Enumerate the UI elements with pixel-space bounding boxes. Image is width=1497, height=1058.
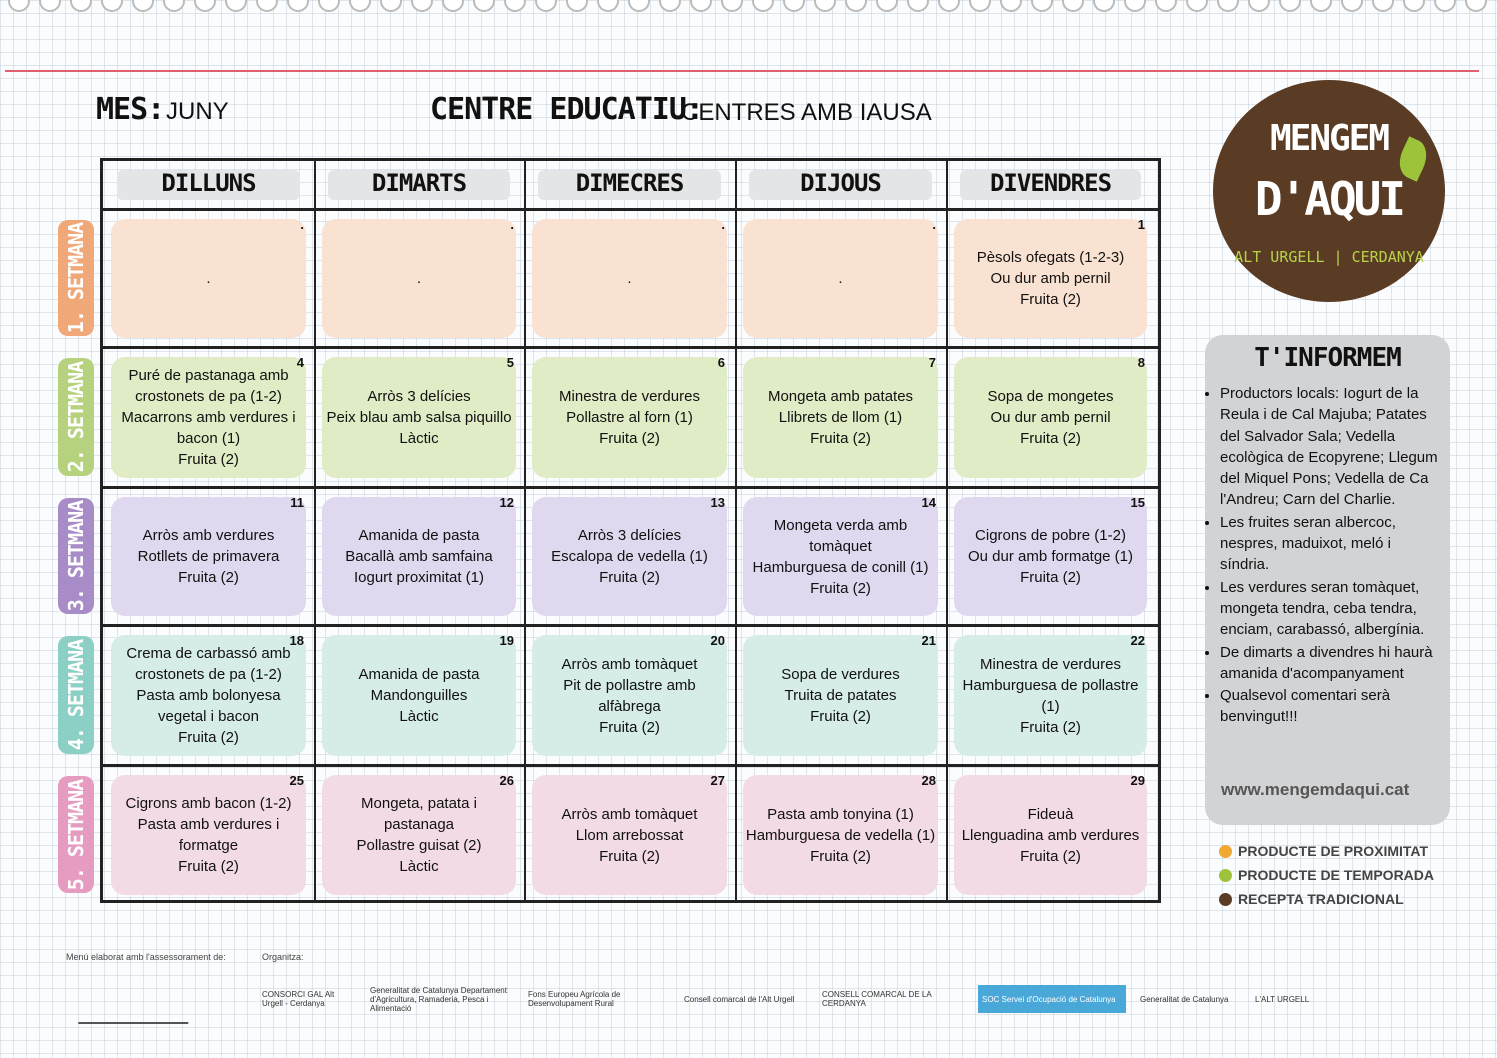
center-label: CENTRE EDUCATIU:: [430, 92, 703, 127]
dish-item: Pèsols ofegats (1-2-3): [976, 249, 1125, 266]
dish-list: [324, 777, 514, 893]
footer-organiza: Organitza:: [262, 952, 304, 962]
dish-item: .: [206, 270, 211, 287]
week-label: [58, 636, 94, 754]
menu-cell: [524, 349, 735, 486]
legend-dot-icon: [1219, 893, 1232, 906]
week-label-text: 1. SETMANA: [64, 222, 89, 334]
dish-list: [113, 359, 304, 476]
day-label: DIJOUS: [800, 169, 881, 197]
dish-item: Pollastre al forn (1): [566, 409, 693, 426]
dish-item: Fideuà: [1027, 805, 1074, 823]
dish-item: Hamburguesa de vedella (1): [745, 826, 936, 844]
day-number: 5: [506, 355, 514, 370]
menu-cell: [946, 767, 1155, 903]
menu-cell: [735, 349, 946, 486]
legend-item: [1219, 891, 1404, 907]
dish-item: Arròs amb tomàquet: [561, 805, 698, 823]
sponsor-logo: CONSELL COMARCAL DE LA CERDANYA: [822, 990, 932, 1008]
month-label: MES:: [96, 92, 165, 127]
dish-item: Pit de pollastre amb alfàbrega: [563, 676, 696, 715]
dish-item: Cigrons amb bacon (1-2): [125, 795, 292, 812]
dish-item: Arròs amb verdures: [142, 527, 275, 544]
dish-item: Arròs amb tomàquet: [561, 655, 698, 673]
dish-item: Arròs 3 delícies: [367, 388, 471, 405]
dish-item: Macarrons amb verdures i bacon (1): [121, 409, 296, 447]
dish-item: Fruita (2): [1020, 718, 1081, 736]
dish-item: Fruita (2): [810, 579, 871, 597]
menu-cell: [103, 349, 314, 486]
dish-item: Fruita (2): [178, 729, 239, 746]
day-number: 12: [499, 495, 514, 510]
day-number: 13: [710, 495, 725, 510]
dish-item: Fruita (2): [178, 569, 239, 586]
month-value: JUNY: [166, 98, 229, 125]
dish-item: Rotllets de primavera: [137, 548, 280, 565]
website-link[interactable]: www.mengemdaqui.cat: [1221, 780, 1410, 799]
info-item: • Qualsevol comentari serà benvingut!!!: [1220, 685, 1444, 728]
dish-item: Sopa de mongetes: [987, 388, 1114, 405]
dish-item: Cigrons de pobre (1-2): [975, 527, 1126, 544]
dish-item: Fruita (2): [1020, 291, 1081, 308]
dish-list: [745, 359, 936, 476]
day-number: 1: [1137, 217, 1145, 232]
dish-item: Fruita (2): [599, 569, 660, 586]
day-label: DIVENDRES: [989, 169, 1112, 197]
week-label: [58, 498, 94, 614]
dish-item: Fruita (2): [599, 718, 660, 736]
menu-cell: [735, 627, 946, 764]
dish-item: Hamburguesa de pollastre (1): [962, 676, 1139, 715]
dish-list: [113, 777, 304, 893]
sponsor-logo: Generalitat de Catalunya Departament d'Agricultura, Ramaderia, Pesca i Alimentació: [370, 985, 507, 1013]
dish-item: Llibrets de llom (1): [778, 409, 903, 426]
dish-item: Peix blau amb salsa piquillo: [326, 409, 512, 426]
menu-cell: [735, 767, 946, 903]
dish-item: Iogurt proximitat (1): [353, 569, 485, 586]
day-number: 20: [710, 633, 725, 648]
dish-item: Puré de pastanaga amb crostonets de pa (1-2): [128, 367, 289, 405]
center-value: CENTRES AMB IAUSA: [681, 99, 932, 126]
dish-item: Mongeta, patata i pastanaga: [361, 795, 477, 833]
info-list: [1205, 383, 1450, 729]
menu-cell: [103, 627, 314, 764]
menu-cell: [314, 767, 524, 903]
day-number: 19: [499, 633, 514, 648]
info-item: • Les fruites seran albercoc, nespres, maduixot, meló i síndria.: [1220, 512, 1444, 576]
info-title: T'INFORMEM: [1254, 343, 1401, 373]
legend-label: PRODUCTE DE PROXIMITAT: [1238, 843, 1429, 859]
legend-item: [1219, 867, 1434, 883]
menu-cell: [524, 767, 735, 903]
dish-item: Fruita (2): [1020, 569, 1081, 586]
menu-grid: [100, 158, 1161, 903]
menu-cell: [735, 489, 946, 624]
day-number: .: [721, 217, 725, 232]
dish-item: Ou dur amb pernil: [990, 270, 1111, 287]
dish-item: Pollastre guisat (2): [356, 837, 482, 854]
day-number: 26: [499, 773, 514, 788]
dish-item: Fruita (2): [810, 847, 871, 865]
sponsor-logo: CONSORCI GAL Alt Urgell - Cerdanya: [262, 990, 335, 1008]
dish-item: Hamburguesa de conill (1): [752, 558, 929, 576]
menu-cell: [946, 211, 1155, 346]
dish-item: Truita de patates: [784, 687, 897, 704]
day-label: DIMARTS: [371, 169, 467, 197]
dish-item: Fruita (2): [1020, 847, 1081, 865]
day-number: 18: [289, 633, 304, 648]
day-number: 25: [289, 773, 304, 788]
week-label: [58, 220, 94, 336]
menu-cell: [946, 627, 1155, 764]
day-number: 4: [296, 355, 304, 370]
dish-list: [113, 499, 304, 614]
week-label: [58, 358, 94, 476]
dish-item: Làctic: [399, 708, 439, 725]
dish-item: .: [416, 270, 422, 287]
menu-cell: [946, 349, 1155, 486]
day-number: .: [300, 217, 304, 232]
sponsor-logo: Generalitat de Catalunya: [1140, 994, 1229, 1004]
sponsor-logo: L'ALT URGELL: [1255, 994, 1310, 1004]
dish-list: [534, 359, 725, 476]
day-number: .: [932, 217, 936, 232]
day-header-dilluns: [103, 158, 314, 208]
menu-cell: [524, 211, 735, 346]
week-label-text: 3. SETMANA: [64, 500, 89, 612]
dish-item: Fruita (2): [599, 430, 660, 447]
day-number: 11: [290, 495, 304, 510]
info-item: • Productors locals: Iogurt de la Reula i de Cal Majuba; Patates del Salvador Sala; Vedella ecològica de Ecopyrene; Llegum del Miquel Pons; Vedella de Ca l'Andreu; Carn del Charlie.: [1220, 383, 1444, 511]
menu-cell: [314, 627, 524, 764]
dish-list: [956, 777, 1145, 893]
dish-item: Ou dur amb formatge (1): [967, 548, 1134, 565]
day-header-dimecres: [524, 158, 735, 208]
dish-list: [956, 637, 1145, 754]
day-number: .: [510, 217, 514, 232]
sponsor-logo: Consell comarcal de l'Alt Urgell: [684, 994, 795, 1004]
dish-item: Fruita (2): [1020, 430, 1081, 447]
day-header-dijous: [735, 158, 946, 208]
day-number: 27: [710, 773, 725, 788]
dish-list: [745, 777, 936, 893]
signature-logo: [78, 972, 202, 1024]
day-header-divendres: [946, 158, 1155, 208]
legend-dot-icon: [1219, 845, 1232, 858]
margin-line: [5, 70, 1479, 72]
dish-item: Pasta amb tonyina (1): [767, 805, 914, 823]
day-header-dimarts: [314, 158, 524, 208]
day-number: 29: [1130, 773, 1145, 788]
dish-item: Bacallà amb samfaina: [345, 548, 493, 565]
dish-item: Escalopa de vedella (1): [551, 548, 708, 565]
info-item: • Les verdures seran tomàquet, mongeta tendra, ceba tendra, enciam, carabassó, albergínia.: [1220, 577, 1444, 641]
menu-cell: [103, 489, 314, 624]
dish-list: [745, 499, 936, 614]
logo-line-2: D'AQUI: [1254, 172, 1404, 226]
dish-item: Minestra de verdures: [980, 655, 1121, 673]
day-number: 21: [921, 633, 936, 648]
sponsor-logo: SOC Servei d'Ocupació de Catalunya: [978, 985, 1126, 1013]
dish-list: [745, 221, 936, 336]
dish-item: .: [627, 270, 632, 287]
menu-cell: [524, 489, 735, 624]
dish-item: Ou dur amb pernil: [990, 409, 1111, 426]
dish-item: Mandonguilles: [370, 687, 468, 704]
dish-item: Pasta amb verdures i formatge: [137, 816, 280, 854]
dish-item: Fruita (2): [810, 430, 871, 447]
dish-item: Amanida de pasta: [358, 527, 480, 544]
dish-item: Crema de carbassó amb crostonets de pa (1-2): [126, 645, 291, 683]
dish-item: Fruita (2): [810, 708, 871, 725]
dish-list: [113, 221, 304, 336]
day-number: 28: [921, 773, 936, 788]
dish-list: [956, 359, 1145, 476]
menu-cell: [103, 767, 314, 903]
notebook-spiral: [0, 0, 1497, 22]
info-item: • De dimarts a divendres hi haurà amanida d'acompanyament: [1220, 642, 1444, 685]
day-number: 15: [1130, 495, 1145, 510]
dish-item: Mongeta verda amb tomàquet: [773, 516, 908, 555]
menu-cell: [314, 211, 524, 346]
dish-list: [956, 221, 1145, 336]
menu-cell: [314, 349, 524, 486]
mengem-daqui-logo: [1213, 80, 1445, 302]
week-label-text: 5. SETMANA: [64, 779, 89, 890]
legend-label: PRODUCTE DE TEMPORADA: [1238, 867, 1435, 883]
menu-cell: [314, 489, 524, 624]
day-number: 22: [1130, 633, 1145, 648]
dish-item: Arròs 3 delícies: [577, 527, 682, 544]
footer-advice: Menú elaborat amb l'assessorament de:: [66, 952, 226, 962]
day-number: 14: [921, 495, 936, 510]
dish-item: Làctic: [399, 858, 439, 875]
dish-item: Fruita (2): [178, 858, 239, 875]
dish-item: Amanida de pasta: [358, 666, 480, 683]
day-number: 7: [928, 355, 936, 370]
dish-list: [324, 221, 514, 336]
dish-list: [745, 637, 936, 754]
dish-item: Mongeta amb patates: [767, 388, 914, 405]
day-number: 8: [1137, 355, 1145, 370]
menu-cell: [103, 211, 314, 346]
day-label: DILLUNS: [161, 169, 256, 197]
dish-list: [534, 637, 725, 754]
dish-item: Sopa de verdures: [781, 666, 900, 683]
dish-list: [324, 499, 514, 614]
menu-cell: [735, 211, 946, 346]
dish-item: Minestra de verdures: [559, 388, 700, 405]
dish-item: Làctic: [399, 430, 439, 447]
week-label-text: 2. SETMANA: [64, 361, 89, 473]
dish-list: [534, 777, 725, 893]
dish-list: [324, 637, 514, 754]
dish-item: Fruita (2): [599, 847, 660, 865]
dish-item: Fruita (2): [178, 451, 239, 468]
dish-item: Llenguadina amb verdures: [961, 826, 1140, 844]
dish-list: [956, 499, 1145, 614]
logo-line-1: MENGEM: [1269, 118, 1389, 159]
info-panel: [1205, 335, 1450, 825]
day-label: DIMECRES: [575, 169, 684, 197]
dish-list: [113, 637, 304, 754]
dish-list: [534, 499, 725, 614]
dish-list: [534, 221, 725, 336]
menu-cell: [524, 627, 735, 764]
dish-item: Pasta amb bolonyesa vegetal i bacon: [136, 687, 281, 725]
week-label: [58, 776, 94, 893]
dish-item: Llom arrebossat: [575, 826, 684, 844]
logo-line-3: ALT URGELL | CERDANYA: [1234, 248, 1424, 266]
week-label-text: 4. SETMANA: [64, 639, 89, 751]
legend-label: RECEPTA TRADICIONAL: [1238, 891, 1404, 907]
dish-list: [324, 359, 514, 476]
sponsor-logo: Fons Europeu Agrícola de Desenvolupament Rural: [528, 990, 621, 1008]
legend-item: [1219, 843, 1428, 859]
day-number: 6: [717, 355, 725, 370]
dish-item: .: [838, 270, 843, 287]
menu-cell: [946, 489, 1155, 624]
legend-dot-icon: [1219, 869, 1232, 882]
